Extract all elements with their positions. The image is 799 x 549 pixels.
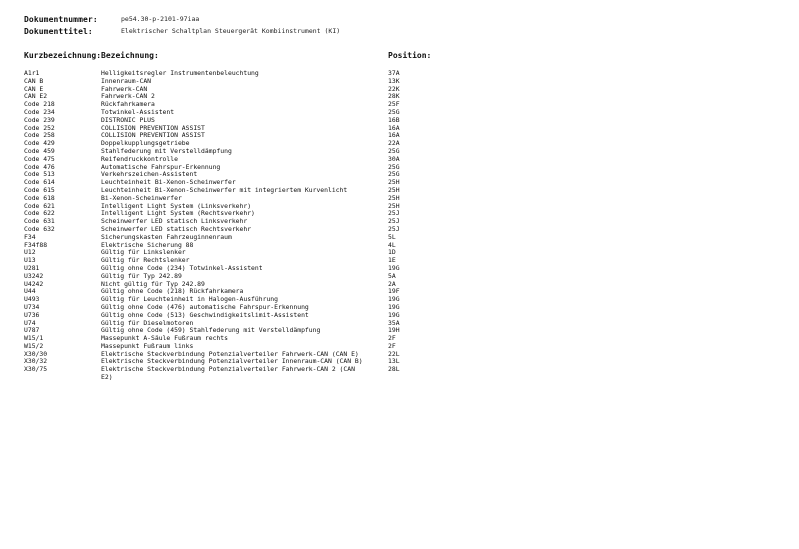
table-row <box>24 132 444 140</box>
row-position: 19G <box>388 263 400 272</box>
table-row <box>24 327 444 335</box>
table-row <box>24 140 444 148</box>
table-row <box>24 125 444 133</box>
table-row <box>24 117 444 125</box>
row-description: Elektrische Steckverbindung Potenzialverteiler Fahrwerk-CAN (CAN E) <box>101 349 359 358</box>
table-row <box>24 273 444 281</box>
table-row <box>24 265 444 273</box>
row-position: 22L <box>388 349 400 358</box>
row-code: Code 258 <box>24 131 55 140</box>
table-row <box>24 164 444 172</box>
row-position: 22K <box>388 84 400 93</box>
row-position: 2F <box>388 341 396 350</box>
row-code: Code 614 <box>24 178 55 187</box>
table-row <box>24 109 444 117</box>
row-description: Rückfahrkamera <box>101 100 155 109</box>
row-code: U4242 <box>24 279 44 288</box>
row-code: Code 476 <box>24 162 55 171</box>
row-description: Sicherungskasten Fahrzeuginnenraum <box>101 232 232 241</box>
row-position: 19F <box>388 287 400 296</box>
row-position: 25H <box>388 185 400 194</box>
row-position: 25J <box>388 217 400 226</box>
row-position: 28K <box>388 92 400 101</box>
row-description: Gültig ohne Code (513) Geschwindigkeitslimit-Assistent <box>101 310 309 319</box>
table-row <box>24 86 444 94</box>
document-title-value: Elektrischer Schaltplan Steuergerät Kombiinstrument (KI) <box>121 27 341 35</box>
row-code: Code 475 <box>24 154 55 163</box>
table-row <box>24 249 444 257</box>
row-code: U3242 <box>24 271 44 280</box>
document-number-label: Dokumentnummer: <box>24 14 98 24</box>
row-code: U44 <box>24 287 36 296</box>
row-code: X30/75 <box>24 365 48 374</box>
table-row <box>24 70 444 78</box>
row-description: Reifendruckkontrolle <box>101 154 178 163</box>
document-title-row <box>24 25 340 37</box>
row-description: DISTRONIC PLUS <box>101 115 155 124</box>
row-description: Massepunkt Fußraum links <box>101 341 194 350</box>
row-code: W15/2 <box>24 341 44 350</box>
row-position: 2A <box>388 279 396 288</box>
row-position: 28L <box>388 365 400 374</box>
table-row <box>24 156 444 164</box>
row-code: Code 218 <box>24 100 55 109</box>
row-code: Code 631 <box>24 217 55 226</box>
table-row <box>24 335 444 343</box>
row-code: CAN E <box>24 84 44 93</box>
row-description: Fahrwerk-CAN <box>101 84 148 93</box>
row-description: Scheinwerfer LED statisch Linksverkehr <box>101 217 248 226</box>
row-code: Code 513 <box>24 170 55 179</box>
row-description: Gültig für Leuchteinheit in Halogen-Ausführung <box>101 295 278 304</box>
row-code: X30/32 <box>24 357 48 366</box>
row-description: Gültig ohne Code (218) Rückfahrkamera <box>101 287 244 296</box>
row-description: Gültig für Typ 242.89 <box>101 271 182 280</box>
row-description: Fahrwerk-CAN 2 <box>101 92 155 101</box>
table-row <box>24 101 444 109</box>
row-description: COLLISION PREVENTION ASSIST <box>101 131 205 140</box>
row-code: U493 <box>24 295 40 304</box>
row-position: 16B <box>388 115 400 124</box>
document-title-label: Dokumenttitel: <box>24 26 93 36</box>
row-position: 16A <box>388 123 400 132</box>
header-position: Position: <box>388 51 432 60</box>
row-code: Code 615 <box>24 185 55 194</box>
row-description: Elektrische Steckverbindung Potenzialverteiler Fahrwerk-CAN 2 (CAN E2) <box>101 365 355 382</box>
row-description: Intelligent Light System (Rechtsverkehr) <box>101 209 255 218</box>
row-code: U12 <box>24 248 36 257</box>
row-description: COLLISION PREVENTION ASSIST <box>101 123 205 132</box>
row-position: 25F <box>388 100 400 109</box>
row-code: Code 252 <box>24 123 55 132</box>
row-code: U13 <box>24 256 36 265</box>
row-code: Code 234 <box>24 107 55 116</box>
row-position: 19G <box>388 302 400 311</box>
row-code: U787 <box>24 326 40 335</box>
row-code: Code 622 <box>24 209 55 218</box>
row-code: F34 <box>24 232 36 241</box>
row-description: Automatische Fahrspur-Erkennung <box>101 162 221 171</box>
table-row <box>24 312 444 320</box>
row-description: Leuchteinheit Bi-Xenon-Scheinwerfer <box>101 178 236 187</box>
row-code: Code 459 <box>24 146 55 155</box>
row-description: Massepunkt A-Säule Fußraum rechts <box>101 334 228 343</box>
table-header <box>24 51 444 63</box>
row-code: CAN E2 <box>24 92 48 101</box>
row-description: Doppelkupplungsgetriebe <box>101 139 190 148</box>
row-position: 13L <box>388 357 400 366</box>
row-position: 4L <box>388 240 396 249</box>
row-position: 25G <box>388 162 400 171</box>
row-description: Gültig ohne Code (459) Stahlfederung mit Verstelldämpfung <box>101 326 321 335</box>
row-code: CAN B <box>24 76 44 85</box>
row-code: Code 429 <box>24 139 55 148</box>
row-position: 19G <box>388 310 400 319</box>
row-position: 30A <box>388 154 400 163</box>
row-description: Gültig für Rechtslenker <box>101 256 190 265</box>
row-description: Innenraum-CAN <box>101 76 152 85</box>
table-row <box>24 93 444 101</box>
row-description: Gültig ohne Code (476) automatische Fahrspur-Erkennung <box>101 302 309 311</box>
row-position: 13K <box>388 76 400 85</box>
row-position: 5L <box>388 232 396 241</box>
table-row <box>24 148 444 156</box>
document-number-value: pe54.30-p-2101-97iaa <box>121 15 200 23</box>
row-description: Gültig ohne Code (234) Totwinkel-Assistent <box>101 263 263 272</box>
row-position: 1E <box>388 256 396 265</box>
row-code: U74 <box>24 318 36 327</box>
row-position: 22A <box>388 139 400 148</box>
row-position: 25J <box>388 224 400 233</box>
document-meta <box>24 13 340 37</box>
row-code: U734 <box>24 302 40 311</box>
row-description: Scheinwerfer LED statisch Rechtsverkehr <box>101 224 252 233</box>
table-row <box>24 234 444 242</box>
row-position: 37A <box>388 69 400 77</box>
row-description: Bi-Xenon-Scheinwerfer <box>101 193 182 202</box>
row-description: Verkehrszeichen-Assistent <box>101 170 198 179</box>
row-position: 19G <box>388 295 400 304</box>
row-position: 25G <box>388 146 400 155</box>
row-position: 25J <box>388 209 400 218</box>
row-description: Nicht gültig für Typ 242.89 <box>101 279 205 288</box>
row-position: 16A <box>388 131 400 140</box>
row-position: 35A <box>388 318 400 327</box>
row-code: Code 621 <box>24 201 55 210</box>
row-code: Code 632 <box>24 224 55 233</box>
row-code: U736 <box>24 310 40 319</box>
row-position: 25G <box>388 107 400 116</box>
row-description: Gültig für Linkslenker <box>101 248 186 257</box>
row-description: Stahlfederung mit Verstelldämpfung <box>101 146 232 155</box>
row-position: 19H <box>388 326 400 335</box>
table-row <box>24 78 444 86</box>
row-code: U281 <box>24 263 40 272</box>
row-position: 25H <box>388 201 400 210</box>
row-description: Helligkeitsregler Instrumentenbeleuchtung <box>101 69 259 77</box>
row-code: A1r1 <box>24 69 40 77</box>
row-position: 2F <box>388 334 396 343</box>
row-description: Totwinkel-Assistent <box>101 107 175 116</box>
row-description: Elektrische Sicherung 88 <box>101 240 194 249</box>
header-description: Bezeichnung: <box>101 51 159 60</box>
row-position: 1D <box>388 248 396 257</box>
table-row <box>24 187 444 195</box>
row-code: F34f88 <box>24 240 48 249</box>
row-description: Leuchteinheit Bi-Xenon-Scheinwerfer mit integriertem Kurvenlicht <box>101 185 348 194</box>
document-number-row <box>24 13 340 25</box>
row-position: 5A <box>388 271 396 280</box>
component-table <box>24 70 444 382</box>
row-code: W15/1 <box>24 334 44 343</box>
row-position: 25H <box>388 193 400 202</box>
row-code: Code 239 <box>24 115 55 124</box>
table-row <box>24 226 444 234</box>
table-row <box>24 366 444 382</box>
header-code: Kurzbezeichnung: <box>24 51 102 60</box>
row-description: Elektrische Steckverbindung Potenzialverteiler Innenraum-CAN (CAN B) <box>101 357 363 366</box>
row-description: Intelligent Light System (Linksverkehr) <box>101 201 252 210</box>
table-row <box>24 242 444 250</box>
row-code: X30/30 <box>24 349 48 358</box>
row-description: Gültig für Dieselmotoren <box>101 318 194 327</box>
row-code: Code 618 <box>24 193 55 202</box>
row-position: 25G <box>388 170 400 179</box>
row-position: 25H <box>388 178 400 187</box>
